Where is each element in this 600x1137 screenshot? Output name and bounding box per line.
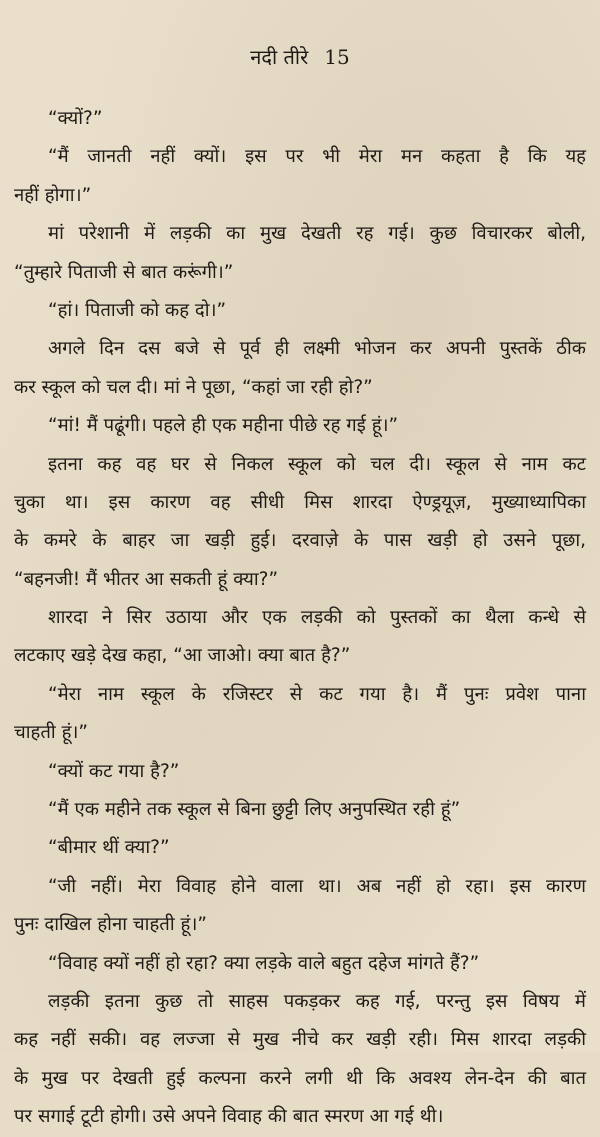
text-line: इतना कह वह घर से निकल स्कूल को चल दी। स्कूल से नाम कट xyxy=(48,453,586,475)
text-line: नहीं होगा।” xyxy=(14,184,92,206)
text-line: शारदा ने सिर उठाया और एक लड़की को पुस्तकों का थैला कन्धे से xyxy=(48,607,586,629)
text-line: “विवाह क्यों नहीं हो रहा? क्या लड़के वाले बहुत दहेज मांगते हैं?” xyxy=(48,952,480,974)
page-number: 15 xyxy=(324,45,350,69)
text-line: के कमरे के बाहर जा खड़ी हुई। दरवाज़े के पास खड़ी हो उसने पूछा, xyxy=(14,530,586,552)
text-line: “मेरा नाम स्कूल के रजिस्टर से कट गया है। मैं पुनः प्रवेश पाना xyxy=(48,683,586,705)
chapter-title: नदी तीरे xyxy=(250,45,309,69)
text-line: कह नहीं सकी। वह लज्जा से मुख नीचे कर खड़ी रही। मिस शारदा लड़की xyxy=(14,1029,586,1051)
text-body xyxy=(14,100,586,1137)
text-line: “क्यों?” xyxy=(48,108,103,129)
text-line: “बीमार थीं क्या?” xyxy=(48,837,170,859)
text-line: “मैं जानती नहीं क्यों। इस पर भी मेरा मन कहता है कि यह xyxy=(48,146,586,168)
text-line: चुका था। इस कारण वह सीधी मिस शारदा ऐण्ड्रयूज़, मुख्याध्यापिका xyxy=(14,491,586,513)
text-line: अगले दिन दस बजे से पूर्व ही लक्ष्मी भोजन कर अपनी पुस्तकें ठीक xyxy=(48,338,586,360)
text-line: कर स्कूल को चल दी। मां ने पूछा, “कहां जा रही हो?” xyxy=(14,376,373,398)
running-header xyxy=(0,44,600,70)
text-line: “जी नहीं। मेरा विवाह होने वाला था। अब नहीं हो रहा। इस कारण xyxy=(48,875,586,897)
text-line: पुनः दाखिल होना चाहती हूं।” xyxy=(14,914,207,936)
text-line: “क्यों कट गया है?” xyxy=(48,760,180,782)
text-line: पर सगाई टूटी होगी। उसे अपने विवाह की बात स्मरण आ गई थी। xyxy=(14,1106,444,1128)
text-line: चाहती हूं।” xyxy=(14,722,88,744)
text-line: “हां। पिताजी को कह दो।” xyxy=(48,299,227,321)
text-line: मां परेशानी में लड़की का मुख देखती रह गई। कुछ विचारकर बोली, xyxy=(48,223,586,245)
text-line: “मां! मैं पढूंगी। पहले ही एक महीना पीछे रह गई हूं।” xyxy=(48,415,399,437)
text-line: “बहनजी! मैं भीतर आ सकती हूं क्या?” xyxy=(14,568,279,590)
text-line: लड़की इतना कुछ तो साहस पकड़कर कह गई, परन्तु इस विषय में xyxy=(48,990,586,1012)
text-line: “तुम्हारे पिताजी से बात करूंगी।” xyxy=(14,261,234,283)
text-line: के मुख पर देखती हुई कल्पना करने लगी थी कि अवश्य लेन-देन की बात xyxy=(14,1067,586,1089)
text-line: “मैं एक महीने तक स्कूल से बिना छुट्टी लिए अनुपस्थित रही हूं” xyxy=(48,799,461,821)
text-line: लटकाए खड़े देख कहा, “आ जाओ। क्या बात है?” xyxy=(14,645,351,667)
